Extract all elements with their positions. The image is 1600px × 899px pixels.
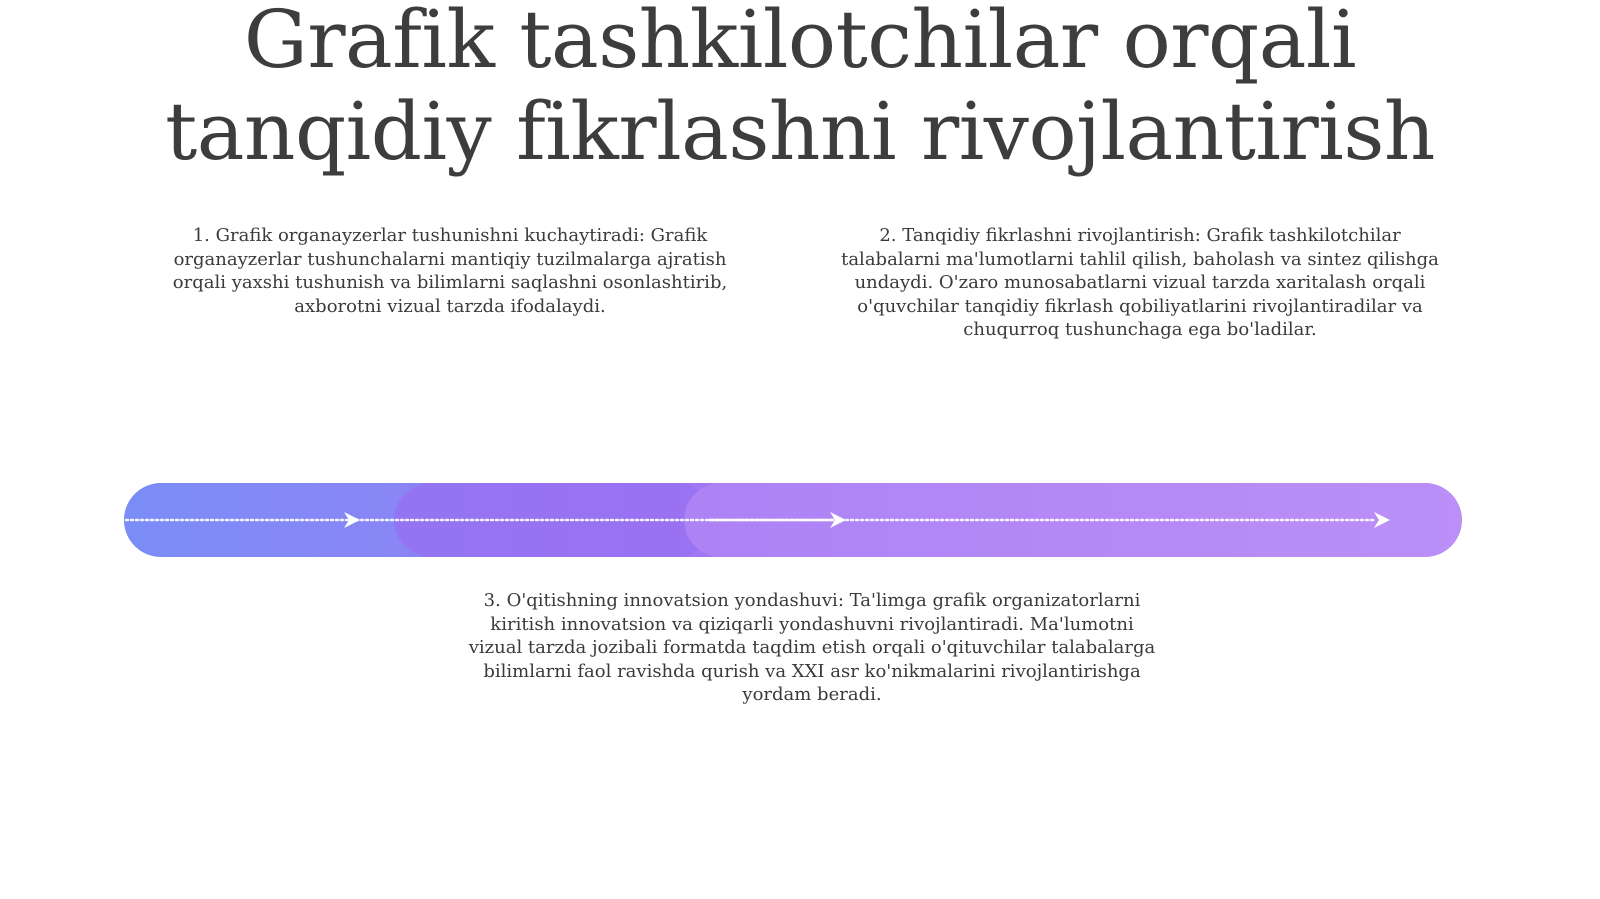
point-2-text: 2. Tanqidiy fikrlashni rivojlantirish: Grafik tashkilotchilar talabalarni ma'lumotlarni tahlil qilish, baholash va sintez qilishga undaydi. O'zaro munosabatlarni vizual tarzda xaritalash orqali o'quvchilar tanqidiy fikrlash qobiliyatlarini rivojlantiradilar va chuqurroq tushunchaga ega bo'ladilar. xyxy=(841,225,1439,340)
timeline-arrows xyxy=(124,483,1462,557)
page-title xyxy=(0,0,1600,178)
page-title-line-1: Grafik tashkilotchilar orqali xyxy=(243,0,1357,86)
page-title-line-2: tanqidiy fikrlashni rivojlantirish xyxy=(165,85,1435,178)
point-1-text: 1. Grafik organayzerlar tushunishni kuchaytiradi: Grafik organayzerlar tushunchalarni mantiqiy tuzilmalarga ajratish orqali yaxshi tushunish va bilimlarni saqlashni osonlashtirib, axborotni vizual tarzda ifodalaydi. xyxy=(172,225,728,317)
arrow-right-icon xyxy=(1374,512,1390,528)
timeline-bar xyxy=(124,483,1462,557)
point-3-text: 3. O'qitishning innovatsion yondashuvi: Ta'limga grafik organizatorlarni kiritish innovatsion va qiziqarli yondashuvni rivojlantiradi. Ma'lumotni vizual tarzda jozibali formatda taqdim etish orqali o'qituvchilar talabalarga bilimlarni faol ravishda qurish va XXI asr ko'nikmalarini rivojlantirishga yordam beradi. xyxy=(468,590,1156,705)
